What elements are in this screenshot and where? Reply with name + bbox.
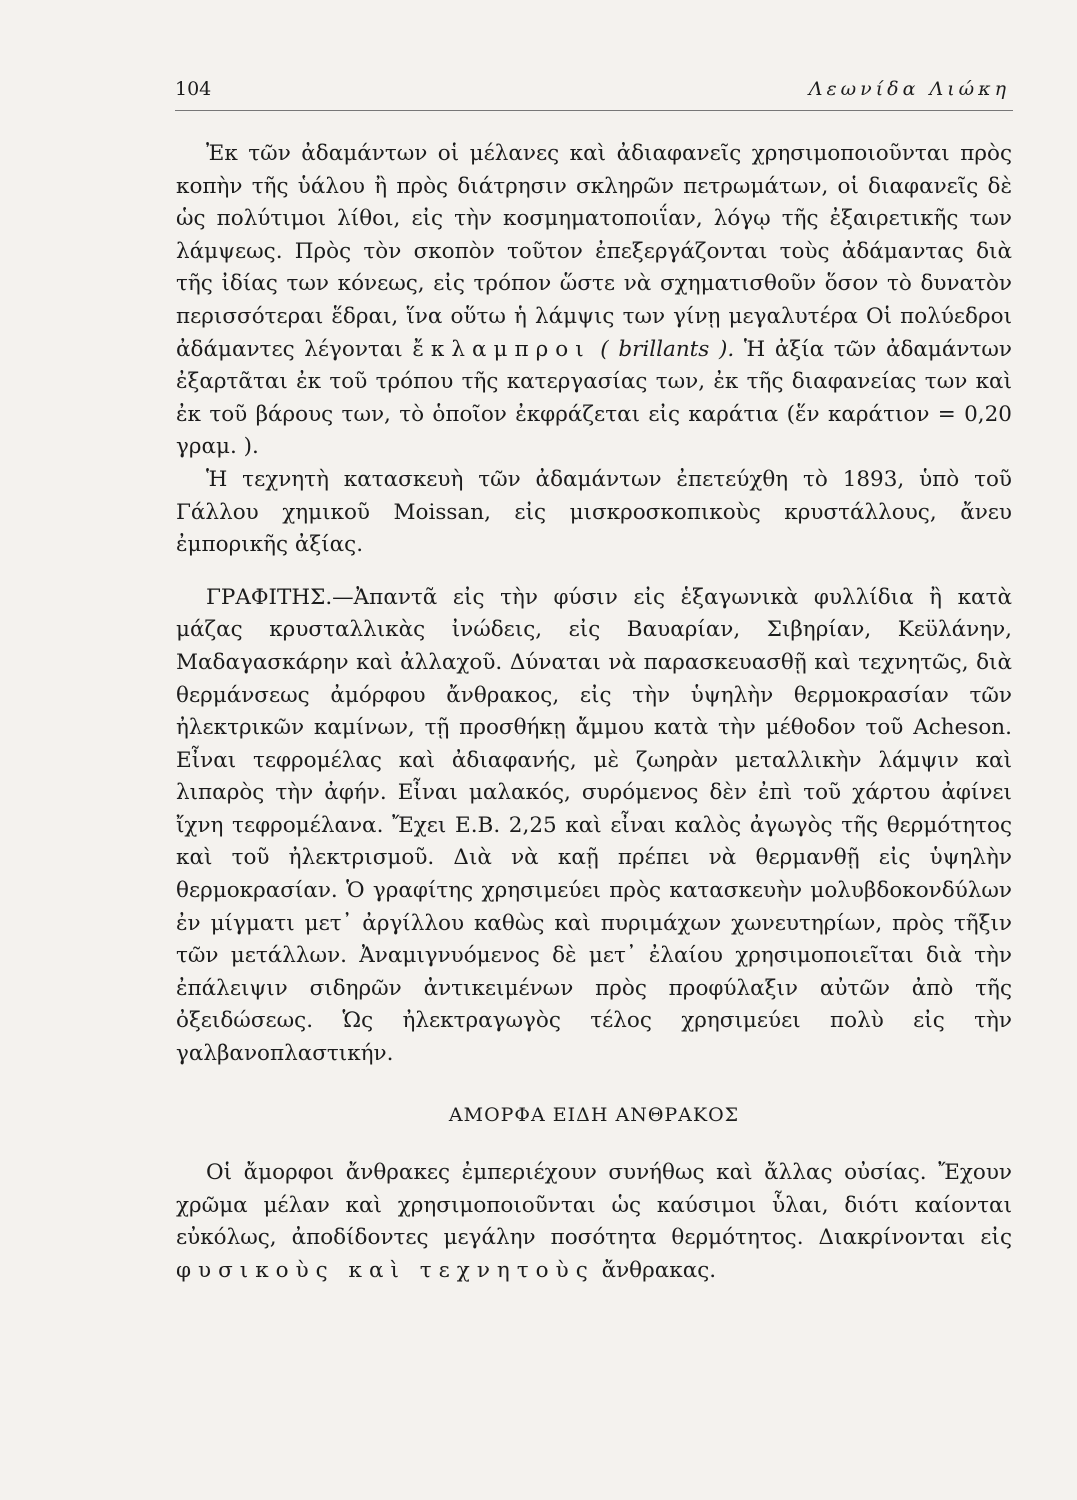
paragraph-synthetic-diamonds: Ἡ τεχνητὴ κατασκευὴ τῶν ἀδαμάντων ἐπετεύχθη τὸ 1893, ὑπὸ τοῦ Γάλλου χημικοῦ Moissan, εἰς μισκροσκοπικοὺς κρυστάλλους, ἄνευ ἐμπορικῆς ἀξίας. bbox=[176, 466, 1012, 558]
page-header bbox=[175, 78, 1010, 106]
paragraph-text: ἄνθρακας. bbox=[594, 1258, 717, 1283]
spaced-term: ἔκλαμπροι bbox=[412, 336, 591, 362]
paragraph-text: Ἐκ τῶν ἀδαμάντων οἱ μέλανες καὶ ἀδιαφανεῖς χρησιμοποιοῦνται πρὸς κοπὴν τῆς ὑάλου ἢ πρὸς διάτρησιν σκληρῶν πετρωμάτων, οἱ διαφανεῖς δὲ ὡς πολύτιμοι λίθοι, εἰς τὴν κοσμηματοποιΐαν, λόγῳ τῆς ἐξαιρετικῆς των λάμψεως. Πρὸς τὸν σκοπὸν τοῦτον ἐπεξεργάζονται τοὺς ἀδάμαντας διὰ τῆς ἰδίας των κόνεως, εἰς τρόπον ὥστε νὰ σχηματισθοῦν ὅσον τὸ δυνατὸν περισσότεραι ἕδραι, ἵνα οὕτω ἡ λάμψις των γίνῃ μεγαλυτέρα Οἱ πολύεδροι ἀδάμαντες λέγονται bbox=[176, 141, 1012, 362]
header-rule bbox=[175, 110, 1013, 111]
paragraph-text: —Ἀπαντᾶ εἰς τὴν φύσιν εἰς ἑξαγωνικὰ φυλλίδια ἢ κατὰ μάζας κρυσταλλικὰς ἰνώδεις, εἰς Βαυαρίαν, Σιβηρίαν, Κεϋλάνην, Μαδαγασκάρην καὶ ἀλλαχοῦ. Δύναται νὰ παρασκευασθῇ καὶ τεχνητῶς, διὰ θερμάνσεως ἀμόρφου ἄνθρακος, εἰς τὴν ὑψηλὴν θερμοκρασίαν τῶν ἠλεκτρικῶν καμίνων, τῇ προσθήκῃ ἄμμου κατὰ τὴν μέθοδον τοῦ Acheson. Εἶναι τεφρομέλας καὶ ἀδιαφανής, μὲ ζωηρὰν μεταλλικὴν λάμψιν καὶ λιπαρὸς τὴν ἀφήν. Εἶναι μαλακός, συρόμενος δὲν ἐπὶ τοῦ χάρτου ἀφίνει ἴχνη τεφρομέλανα. Ἔχει Ε.Β. 2,25 καὶ εἶναι καλὸς ἀγωγὸς τῆς θερμότητος καὶ τοῦ ἠλεκτρισμοῦ. Διὰ νὰ καῇ πρέπει νὰ θερμανθῇ εἰς ὑψηλὴν θερμοκρασίαν. Ὁ γραφίτης χρησιμεύει πρὸς κατασκευὴν μολυβδοκονδύλων ἐν μίγματι μετ᾽ ἀργίλλου καθὼς καὶ πυριμάχων χωνευτηρίων, πρὸς τῆξιν τῶν μετάλλων. Ἀναμιγνυόμενος δὲ μετ᾽ ἐλαίου χρησιμοποιεῖται διὰ τὴν ἐπάλειψιν σιδηρῶν ἀντικειμένων πρὸς προφύλαξιν αὐτῶν ἀπὸ τῆς ὀξειδώσεως. Ὡς ἠλεκτραγωγὸς τέλος χρησιμεύει πολὺ εἰς τὴν γαλβανοπλαστικήν. bbox=[176, 584, 1012, 1067]
paragraph-diamonds-uses bbox=[176, 138, 1012, 464]
section-heading: ΑΜΟΡΦΑ ΕΙΔΗ ΑΝΘΡΑΚΟΣ bbox=[448, 1103, 740, 1126]
paragraph-text: Ἡ ἀξία τῶν ἀδαμάντων ἐξαρτᾶται ἐκ τοῦ τρόπου τῆς κατεργασίας των, ἐκ τῆς διαφανείας των καὶ ἐκ τοῦ βάρους των, τὸ ὁποῖον ἐκφράζεται εἰς καράτια (ἕν καράτιον = 0,20 γραμ. ). bbox=[176, 336, 1012, 460]
page-number: 104 bbox=[175, 78, 212, 100]
section-head-graphite: ΓΡΑΦΙΤΗΣ. bbox=[206, 584, 333, 610]
paragraph-amorphous-carbon bbox=[176, 1157, 1012, 1287]
paragraph-text: Οἱ ἄμορφοι ἄνθρακες ἐμπεριέχουν συνήθως καὶ ἄλλας οὐσίας. Ἔχουν χρῶμα μέλαν καὶ χρησιμοποιοῦνται ὡς καύσιμοι ὗλαι, διότι καίονται εὐκόλως, ἀποδίδοντες μεγάλην ποσότητα θερμότητος. Διακρίνονται εἰς bbox=[176, 1160, 1012, 1251]
italic-term: ( brillants ). bbox=[600, 336, 735, 362]
spaced-term: φυσικοὺς καὶ τεχνητοὺς bbox=[176, 1258, 595, 1283]
body-text bbox=[176, 138, 1012, 1288]
paragraph-graphite bbox=[176, 582, 1012, 1071]
running-head: Λεωνίδα Λιώκη bbox=[808, 78, 1010, 100]
